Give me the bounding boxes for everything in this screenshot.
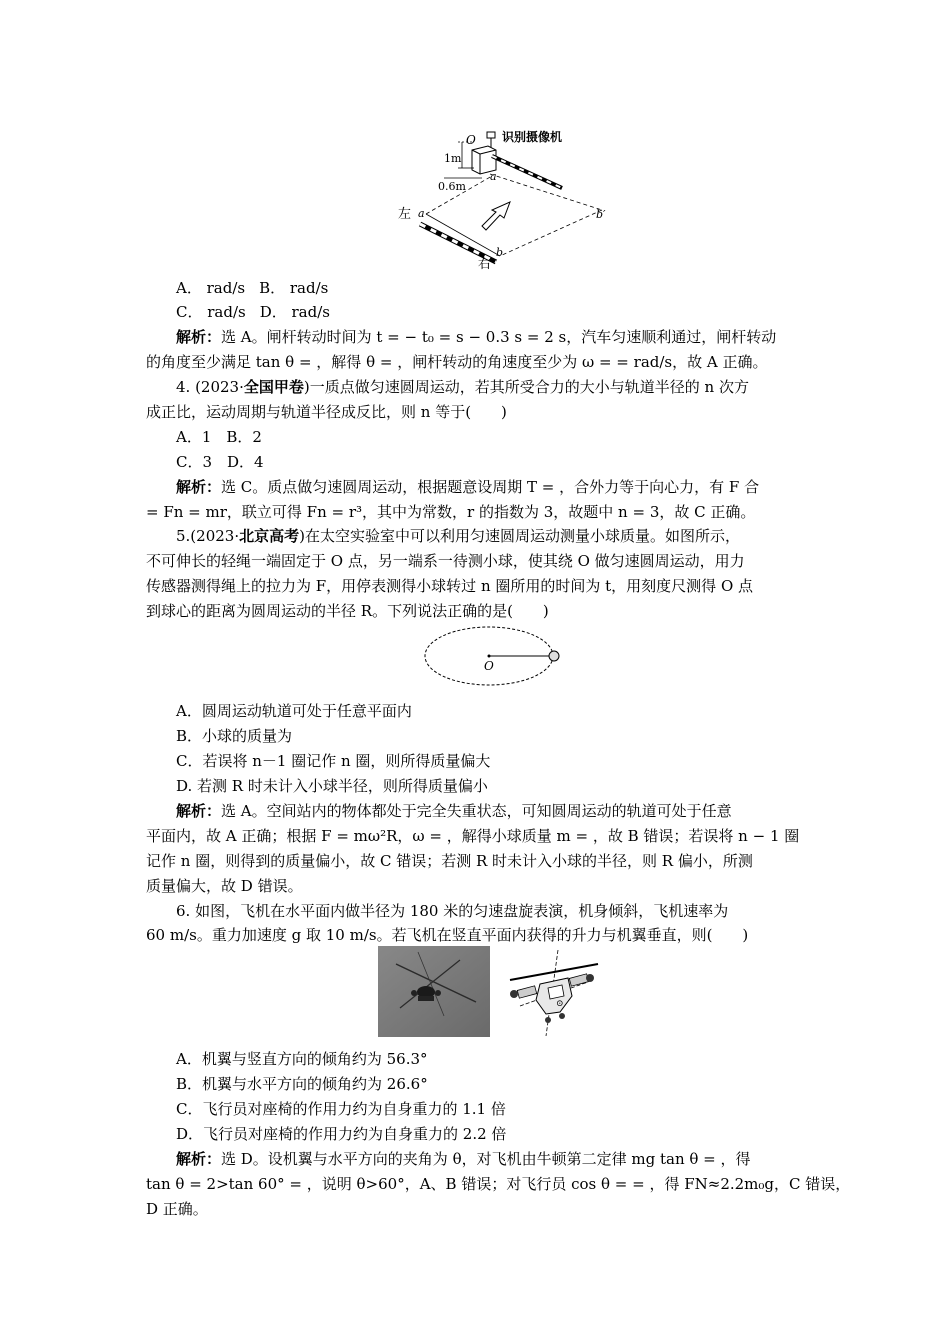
q5-stem-line-3: 传感器测得绳上的拉力为 F，用停表测得小球转过 n 圈所用的时间为 t，用刻度尺测得 O 点 (146, 577, 754, 595)
svg-text:⊙: ⊙ (556, 999, 564, 1009)
q3-analysis-head: 解析： (176, 328, 222, 346)
q5-analysis-head: 解析： (176, 802, 222, 820)
q3-options-cd (176, 302, 330, 322)
q6-option-a: A．机翼与竖直方向的倾角约为 56.3° (176, 1050, 428, 1068)
q5-analysis-line-3: 记作 n 圈，则得到的质量偏小，故 C 错误；若测 R 时未计入小球的半径，则 R 偏小，所测 (146, 852, 753, 870)
q6-analysis-line-1 (176, 1149, 751, 1169)
q5-stem-line-2: 不可伸长的轻绳一端固定于 O 点，另一端系一待测小球，使其绕 O 做匀速圆周运动，用力 (146, 552, 745, 570)
q5-option-c: C．若误将 n－1 圈记作 n 圈，则所得质量偏大 (176, 752, 491, 770)
q4-analysis-head: 解析： (176, 478, 222, 496)
label-left: 左 (398, 207, 412, 222)
q3-analysis-text-1: 选 A。闸杆转动时间为 t = − t₀ = s − 0.3 s = 2 s，汽车匀速顺利通过，闸杆转动 (221, 328, 777, 346)
q4-stem-text: )一质点做匀速圆周运动，若其所受合力的大小与轨道半径的 n 次方 (303, 378, 749, 396)
label-06m: 0.6m (438, 180, 466, 193)
label-1m: 1m (444, 152, 462, 165)
q5-analysis-line-2: 平面内，故 A 正确；根据 F = mω²R，ω = ，解得小球质量 m = ，故 B 错误；若误将 n − 1 圈 (146, 827, 800, 845)
q4-stem-line-2: 成正比，运动周期与轨道半径成反比，则 n 等于( ) (146, 403, 507, 421)
label-b: b (496, 246, 504, 259)
label-right: 右 (478, 257, 492, 270)
q6-option-d: D．飞行员对座椅的作用力约为自身重力的 2.2 倍 (176, 1125, 507, 1143)
q6-stem-line-1: 6. 如图，飞机在水平面内做半径为 180 米的匀速盘旋表演，机身倾斜，飞机速率为 (176, 902, 729, 920)
q3-option-c: C． rad/s (176, 303, 246, 321)
q4-source: 全国甲卷 (243, 378, 304, 396)
label-a: a (418, 207, 425, 220)
q4-options-cd: C．3 D．4 (176, 453, 264, 471)
q6-option-b: B．机翼与水平方向的倾角约为 26.6° (176, 1075, 428, 1093)
q6-analysis-line-2: tan θ = 2>tan 60° = ，说明 θ>60°，A、B 错误；对飞行员 cos θ = = ，得 FN≈2.2m₀g，C 错误， (146, 1175, 851, 1193)
q6-option-c: C．飞行员对座椅的作用力约为自身重力的 1.1 倍 (176, 1100, 506, 1118)
q3-analysis-line-1 (176, 327, 776, 347)
q5-option-b: B．小球的质量为 (176, 727, 293, 745)
q3-option-b: B． rad/s (259, 279, 329, 297)
orbit-center-label: O (484, 659, 494, 673)
q5-analysis-line-1 (176, 801, 732, 821)
helicopter-drawing (500, 948, 604, 1038)
q5-stem-line-1 (176, 526, 740, 546)
circular-orbit-diagram (422, 624, 562, 692)
q5-analysis-text-1: 选 A。空间站内的物体都处于完全失重状态，可知圆周运动的轨道可处于任意 (221, 802, 732, 820)
q5-analysis-line-4: 质量偏大，故 D 错误。 (146, 877, 303, 895)
camera-label: 识别摄像机 (502, 130, 563, 144)
q4-stem-line-1 (176, 377, 749, 397)
q6-analysis-line-3: D 正确。 (146, 1200, 208, 1218)
q5-number: 5.(2023· (176, 527, 240, 545)
q4-number: 4. (2023· (176, 378, 244, 396)
label-o: O (466, 133, 476, 147)
q3-analysis-line-2: 的角度至少满足 tan θ = ，解得 θ = ，闸杆转动的角速度至少为 ω = = rad/s，故 A 正确。 (146, 353, 768, 371)
q4-analysis-line-1 (176, 477, 759, 497)
q5-stem-line-4: 到球心的距离为圆周运动的半径 R。下列说法正确的是( ) (146, 602, 549, 620)
q4-options-ab: A．1 B．2 (176, 428, 262, 446)
q6-analysis-text-1: 选 D。设机翼与水平方向的夹角为 θ，对飞机由牛顿第二定律 mg tan θ = ，得 (221, 1150, 751, 1168)
q3-option-a: A． rad/s (176, 279, 246, 297)
q4-analysis-line-2: = Fn = mr，联立可得 Fn = r³，其中为常数，r 的指数为 3，故题中 n = 3，故 C 正确。 (146, 503, 756, 521)
q5-option-d: D. 若测 R 时未计入小球半径，则所得质量偏小 (176, 777, 488, 795)
q4-analysis-text-1: 选 C。质点做匀速圆周运动，根据题意设周期 T = ，合外力等于向心力，有 F 合 (221, 478, 760, 496)
q5-option-a: A．圆周运动轨道可处于任意平面内 (176, 702, 412, 720)
q3-option-d: D． rad/s (259, 303, 330, 321)
q3-options-ab (176, 278, 328, 298)
q6-stem-line-2: 60 m/s。重力加速度 g 取 10 m/s。若飞机在竖直平面内获得的升力与机翼垂直，则( ) (146, 926, 749, 944)
label-a-top: a (490, 170, 497, 183)
q5-source: 北京高考 (239, 527, 300, 545)
helicopter-photo (378, 946, 490, 1037)
q6-analysis-head: 解析： (176, 1150, 222, 1168)
q5-stem-text: )在太空实验室中可以利用匀速圆周运动测量小球质量。如图所示， (299, 527, 740, 545)
label-b-prime: b′ (596, 208, 606, 221)
barrier-gate-diagram (392, 128, 622, 270)
